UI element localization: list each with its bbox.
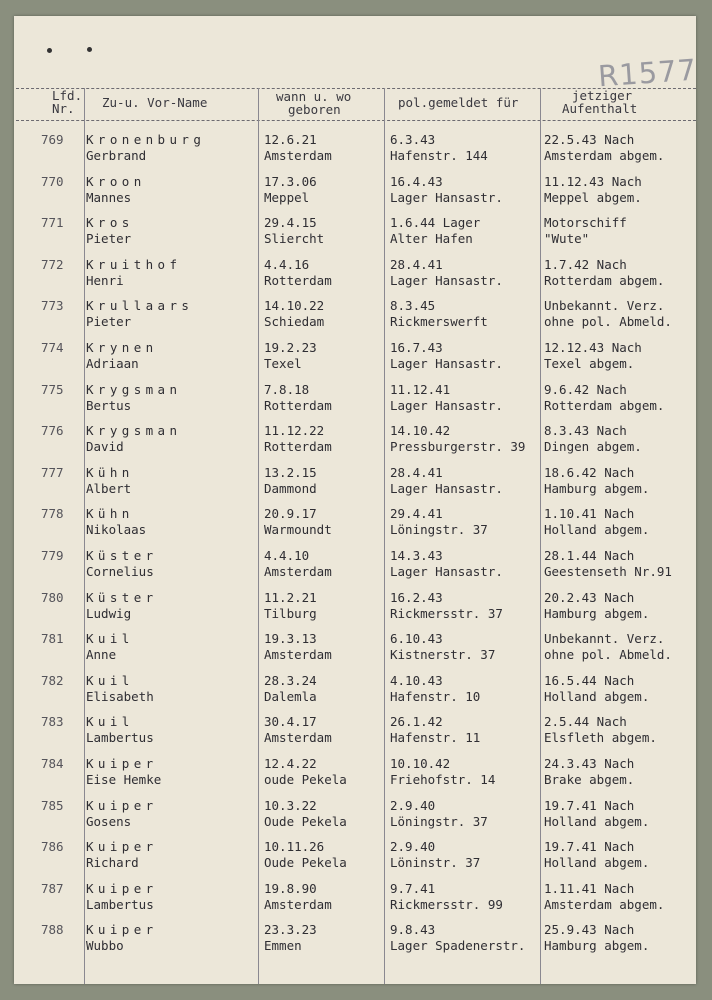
birth-place: Oude Pekela (264, 813, 347, 829)
registration-date: 2.9.40 (390, 797, 436, 813)
registration-address: Lager Hansastr. (390, 480, 503, 496)
birth-date: 12.6.21 (264, 132, 317, 147)
registration-info (390, 257, 503, 289)
residence-line-1: 1.10.41 Nach (544, 506, 635, 522)
header-residence: jetziger Aufenthalt (562, 88, 638, 116)
surname: Kuiper (86, 880, 158, 896)
birth-info (264, 631, 332, 663)
header-born: wann u. wo geboren (276, 89, 352, 117)
surname: Kuiper (86, 797, 158, 813)
surname: Kühn (86, 506, 134, 522)
given-name: Bertus (86, 397, 132, 413)
entry-number: 788 (41, 922, 64, 938)
residence-line-1: 22.5.43 Nach (544, 132, 635, 147)
registration-address: Rickmersstr. 37 (390, 605, 503, 621)
register-row (14, 382, 696, 423)
registration-address: Hafenstr. 144 (390, 148, 488, 163)
punch-hole (87, 47, 92, 52)
person-name (86, 423, 181, 455)
residence-line-2: Amsterdam abgem. (544, 896, 665, 912)
current-residence (544, 340, 642, 372)
person-name (86, 881, 158, 913)
birth-info (264, 132, 332, 164)
current-residence (544, 257, 664, 289)
surname: Kuil (86, 631, 134, 647)
person-name (86, 798, 158, 830)
registration-address: Kistnerstr. 37 (390, 647, 496, 663)
registration-address: Lager Hansastr. (390, 397, 503, 413)
birth-info (264, 756, 347, 788)
registration-info (390, 922, 525, 954)
archive-stamp: R1577 (596, 52, 699, 94)
residence-line-2: Hamburg abgem. (544, 938, 650, 954)
residence-line-1: 24.3.43 Nach (544, 756, 635, 771)
registration-date: 11.12.41 (390, 381, 451, 397)
birth-date: 7.8.18 (264, 381, 310, 397)
birth-info (264, 881, 332, 913)
current-residence (544, 839, 649, 871)
current-residence (544, 215, 627, 247)
registration-address: Löningstr. 37 (390, 522, 488, 538)
current-residence (544, 798, 649, 830)
residence-line-1: 12.12.43 Nach (544, 340, 642, 355)
residence-line-1: 28.1.44 Nach (544, 548, 635, 563)
document-sheet (14, 16, 699, 984)
person-name (86, 631, 134, 663)
registration-date: 9.8.43 (390, 922, 436, 938)
given-name: Henri (86, 272, 124, 288)
residence-line-2: Meppel abgem. (544, 189, 642, 205)
registration-date: 16.2.43 (390, 589, 443, 605)
residence-line-2: Hamburg abgem. (544, 480, 650, 496)
birth-place: Rotterdam (264, 397, 332, 413)
register-row (14, 506, 696, 547)
birth-date: 11.2.21 (264, 589, 317, 605)
person-name (86, 673, 154, 705)
birth-place: Amsterdam (264, 148, 332, 163)
residence-line-1: 11.12.43 Nach (544, 173, 642, 189)
registration-address: Pressburgerstr. 39 (390, 439, 526, 455)
given-name: Lambertus (86, 896, 154, 912)
surname: Kruithof (86, 256, 182, 272)
surname: Kronenburg (86, 132, 206, 147)
current-residence (544, 590, 649, 622)
birth-info (264, 714, 332, 746)
birth-place: Amsterdam (264, 647, 332, 663)
birth-place: Meppel (264, 189, 310, 205)
register-row (14, 631, 696, 672)
residence-line-2: Rotterdam abgem. (544, 397, 665, 413)
entry-number: 787 (41, 880, 64, 896)
given-name: Elisabeth (86, 688, 154, 704)
registration-date: 26.1.42 (390, 714, 443, 730)
registration-date: 4.10.43 (390, 672, 443, 688)
person-name (86, 506, 146, 538)
birth-place: Dalemla (264, 688, 317, 704)
residence-line-2: Elsfleth abgem. (544, 730, 657, 746)
residence-line-1: 1.11.41 Nach (544, 880, 635, 896)
register-row (14, 215, 696, 256)
given-name: Pieter (86, 314, 132, 330)
register-row (14, 922, 696, 963)
birth-date: 20.9.17 (264, 506, 317, 522)
registration-info (390, 548, 503, 580)
given-name: Gerbrand (86, 148, 147, 163)
registration-address: Rickmersstr. 99 (390, 896, 503, 912)
given-name: Cornelius (86, 564, 154, 579)
birth-info (264, 215, 324, 247)
birth-place: Oude Pekela (264, 855, 347, 871)
register-row (14, 298, 696, 339)
person-name (86, 215, 134, 247)
entry-number: 777 (41, 464, 64, 480)
given-name: Pieter (86, 231, 132, 247)
residence-line-2: Geestenseth Nr.91 (544, 564, 672, 579)
current-residence (544, 881, 664, 913)
registration-info (390, 298, 488, 330)
given-name: Albert (86, 480, 132, 496)
entry-number: 769 (41, 132, 64, 147)
register-row (14, 714, 696, 755)
current-residence (544, 174, 642, 206)
surname: Krynen (86, 340, 158, 355)
person-name (86, 257, 181, 289)
person-name (86, 839, 158, 871)
birth-place: Amsterdam (264, 896, 332, 912)
registration-date: 14.10.42 (390, 423, 451, 439)
header-name: Zu-u. Vor-Name (102, 95, 208, 110)
person-name (86, 714, 154, 746)
birth-date: 28.3.24 (264, 672, 317, 688)
person-name (86, 174, 146, 206)
person-name (86, 132, 205, 164)
entry-number: 780 (41, 589, 64, 605)
registration-info (390, 631, 495, 663)
birth-date: 13.2.15 (264, 464, 317, 480)
birth-info (264, 174, 317, 206)
registration-info (390, 215, 480, 247)
registration-address: Lager Hansastr. (390, 272, 503, 288)
registration-info (390, 340, 503, 372)
current-residence (544, 714, 657, 746)
surname: Kuiper (86, 756, 158, 771)
birth-place: Tilburg (264, 605, 317, 621)
entry-number: 782 (41, 672, 64, 688)
residence-line-2: Holland abgem. (544, 813, 650, 829)
person-name (86, 590, 158, 622)
entry-number: 784 (41, 756, 64, 771)
person-name (86, 298, 193, 330)
register-row (14, 839, 696, 880)
birth-place: Rotterdam (264, 272, 332, 288)
entry-number: 779 (41, 548, 64, 563)
current-residence (544, 631, 672, 663)
registration-address: Hafenstr. 10 (390, 688, 481, 704)
registration-address: Lager Hansastr. (390, 356, 503, 371)
registration-date: 6.3.43 (390, 132, 436, 147)
given-name: Nikolaas (86, 522, 147, 538)
register-row (14, 548, 696, 589)
entry-number: 781 (41, 631, 64, 647)
given-name: Lambertus (86, 730, 154, 746)
birth-date: 14.10.22 (264, 298, 325, 314)
birth-date: 19.2.23 (264, 340, 317, 355)
birth-date: 4.4.10 (264, 548, 310, 563)
entry-number: 771 (41, 215, 64, 231)
person-name (86, 548, 158, 580)
registration-date: 16.4.43 (390, 173, 443, 189)
current-residence (544, 465, 649, 497)
residence-line-2: Rotterdam abgem. (544, 272, 665, 288)
birth-date: 23.3.23 (264, 922, 317, 938)
registration-date: 9.7.41 (390, 880, 436, 896)
register-row (14, 673, 696, 714)
register-row (14, 174, 696, 215)
surname: Krygsman (86, 381, 182, 397)
birth-place: Sliercht (264, 231, 325, 247)
birth-info (264, 298, 324, 330)
registration-info (390, 756, 495, 788)
current-residence (544, 756, 634, 788)
registration-info (390, 714, 480, 746)
registration-address: Lager Hansastr. (390, 564, 503, 579)
birth-date: 29.4.15 (264, 215, 317, 231)
given-name: Ludwig (86, 605, 132, 621)
registration-info (390, 465, 503, 497)
registration-date: 16.7.43 (390, 340, 443, 355)
entry-number: 774 (41, 340, 64, 355)
current-residence (544, 132, 664, 164)
header-number: Lfd. Nr. (52, 88, 83, 116)
residence-line-2: ohne pol. Abmeld. (544, 314, 672, 330)
residence-line-1: Motorschiff (544, 215, 627, 231)
registration-info (390, 506, 488, 538)
registration-info (390, 881, 503, 913)
current-residence (544, 922, 649, 954)
register-row (14, 465, 696, 506)
registration-address: Hafenstr. 11 (390, 730, 481, 746)
entry-number: 773 (41, 298, 64, 314)
registration-date: 29.4.41 (390, 506, 443, 522)
residence-line-2: Amsterdam abgem. (544, 148, 665, 163)
residence-line-2: Hamburg abgem. (544, 605, 650, 621)
entry-number: 783 (41, 714, 64, 730)
given-name: Wubbo (86, 938, 124, 954)
residence-line-2: ohne pol. Abmeld. (544, 647, 672, 663)
residence-line-1: Unbekannt. Verz. (544, 298, 665, 314)
registration-info (390, 839, 480, 871)
registration-info (390, 673, 480, 705)
registration-info (390, 132, 488, 164)
residence-line-1: 2.5.44 Nach (544, 714, 627, 730)
birth-info (264, 590, 317, 622)
birth-info (264, 465, 317, 497)
birth-info (264, 922, 317, 954)
birth-info (264, 839, 347, 871)
surname: Küster (86, 548, 158, 563)
registration-date: 14.3.43 (390, 548, 443, 563)
residence-line-2: Holland abgem. (544, 522, 650, 538)
surname: Kuil (86, 714, 134, 730)
residence-line-1: 20.2.43 Nach (544, 589, 635, 605)
entry-number: 778 (41, 506, 64, 522)
residence-line-1: 19.7.41 Nach (544, 797, 635, 813)
birth-place: Dammond (264, 480, 317, 496)
birth-place: Warmoundt (264, 522, 332, 538)
surname: Kros (86, 215, 134, 231)
registration-date: 2.9.40 (390, 839, 436, 855)
birth-info (264, 257, 332, 289)
birth-place: Amsterdam (264, 564, 332, 579)
person-name (86, 756, 161, 788)
birth-date: 19.3.13 (264, 631, 317, 647)
birth-date: 12.4.22 (264, 756, 317, 771)
register-row (14, 798, 696, 839)
birth-date: 19.8.90 (264, 880, 317, 896)
entry-number: 770 (41, 173, 64, 189)
current-residence (544, 298, 672, 330)
registration-date: 8.3.45 (390, 298, 436, 314)
person-name (86, 922, 158, 954)
registration-date: 6.10.43 (390, 631, 443, 647)
entry-number: 775 (41, 381, 64, 397)
current-residence (544, 548, 672, 580)
residence-line-2: Dingen abgem. (544, 439, 642, 455)
birth-place: Schiedam (264, 314, 325, 330)
registration-info (390, 798, 488, 830)
residence-line-2: Holland abgem. (544, 688, 650, 704)
birth-info (264, 506, 332, 538)
register-row (14, 881, 696, 922)
registration-date: 28.4.41 (390, 256, 443, 272)
residence-line-1: 18.6.42 Nach (544, 464, 635, 480)
registration-address: Lager Hansastr. (390, 189, 503, 205)
registration-date: 10.10.42 (390, 756, 451, 771)
registration-info (390, 174, 503, 206)
birth-place: Emmen (264, 938, 302, 954)
surname: Kühn (86, 464, 134, 480)
surname: Küster (86, 589, 158, 605)
registration-address: Rickmerswerft (390, 314, 488, 330)
current-residence (544, 382, 664, 414)
birth-date: 10.11.26 (264, 839, 325, 855)
registration-address: Löningstr. 37 (390, 813, 488, 829)
register-row (14, 257, 696, 298)
birth-date: 11.12.22 (264, 423, 325, 439)
registration-address: Alter Hafen (390, 231, 473, 247)
entry-number: 772 (41, 256, 64, 272)
residence-line-1: 16.5.44 Nach (544, 672, 635, 688)
person-name (86, 382, 181, 414)
birth-place: Texel (264, 356, 302, 371)
registration-info (390, 590, 503, 622)
register-row (14, 340, 696, 381)
register-row (14, 423, 696, 464)
register-row (14, 756, 696, 797)
surname: Kuiper (86, 922, 158, 938)
birth-info (264, 798, 347, 830)
registration-date: 1.6.44 Lager (390, 215, 481, 231)
registration-info (390, 382, 503, 414)
current-residence (544, 673, 649, 705)
birth-date: 17.3.06 (264, 173, 317, 189)
birth-info (264, 548, 332, 580)
residence-line-2: Texel abgem. (544, 356, 635, 371)
birth-info (264, 340, 317, 372)
surname: Kuiper (86, 839, 158, 855)
birth-date: 4.4.16 (264, 256, 310, 272)
birth-info (264, 382, 332, 414)
given-name: Eise Hemke (86, 772, 162, 787)
birth-date: 10.3.22 (264, 797, 317, 813)
residence-line-2: Holland abgem. (544, 855, 650, 871)
entry-number: 785 (41, 797, 64, 813)
current-residence (544, 423, 642, 455)
residence-line-1: Unbekannt. Verz. (544, 631, 665, 647)
register-row (14, 590, 696, 631)
punch-hole (47, 48, 52, 53)
register-row (14, 132, 696, 173)
registration-address: Friehofstr. 14 (390, 772, 496, 787)
entry-number: 776 (41, 423, 64, 439)
birth-date: 30.4.17 (264, 714, 317, 730)
residence-line-1: 8.3.43 Nach (544, 423, 627, 439)
residence-line-1: 1.7.42 Nach (544, 256, 627, 272)
birth-info (264, 673, 317, 705)
current-residence (544, 506, 649, 538)
surname: Krullaars (86, 298, 194, 314)
registration-address: Lager Spadenerstr. (390, 938, 526, 954)
birth-info (264, 423, 332, 455)
person-name (86, 340, 158, 372)
residence-line-2: Brake abgem. (544, 772, 635, 787)
birth-place: oude Pekela (264, 772, 347, 787)
residence-line-2: "Wute" (544, 231, 590, 247)
given-name: David (86, 439, 124, 455)
surname: Kuil (86, 672, 134, 688)
given-name: Anne (86, 647, 117, 663)
given-name: Adriaan (86, 356, 139, 371)
residence-line-1: 25.9.43 Nach (544, 922, 635, 938)
residence-line-1: 9.6.42 Nach (544, 381, 627, 397)
person-name (86, 465, 134, 497)
birth-place: Rotterdam (264, 439, 332, 455)
registration-address: Löninstr. 37 (390, 855, 481, 871)
header-bottom-rule (16, 120, 696, 121)
residence-line-1: 19.7.41 Nach (544, 839, 635, 855)
registration-date: 28.4.41 (390, 464, 443, 480)
entry-number: 786 (41, 839, 64, 855)
surname: Kroon (86, 173, 146, 189)
registration-info (390, 423, 525, 455)
given-name: Richard (86, 855, 139, 871)
birth-place: Amsterdam (264, 730, 332, 746)
given-name: Gosens (86, 813, 132, 829)
given-name: Mannes (86, 189, 132, 205)
header-registered: pol.gemeldet für (398, 95, 519, 110)
surname: Krygsman (86, 423, 182, 439)
